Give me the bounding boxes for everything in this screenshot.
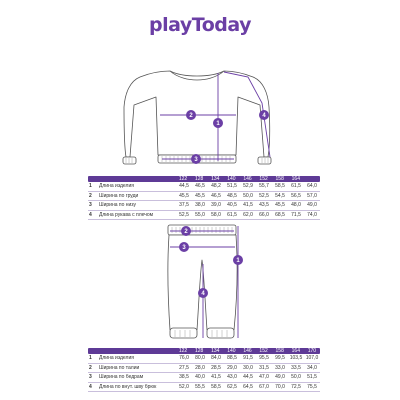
measure-label-2: 2: [189, 113, 193, 119]
table-row: 3 Ширина по бедрам 38,5 40,0 41,5 43,0 44,5 47,0 49,0 50,0 51,5: [88, 373, 320, 383]
measure-label-2: 2: [184, 229, 188, 235]
measure-label-3: 3: [194, 157, 198, 163]
measure-label-4: 4: [262, 113, 266, 119]
pants-size-table: [88, 348, 320, 392]
sweatshirt-size-header: 122 128 134 140 146 152 158 164: [88, 176, 320, 182]
brand-logo: playToday: [149, 14, 251, 36]
pants-diagram: [0, 220, 400, 346]
table-row: 4 Длина рукава с плечом 52,5 55,0 58,0 61,5 62,0 66,0 68,5 71,5 74,0: [88, 211, 320, 221]
table-row: 1 Длина изделия 44,5 46,5 48,2 51,5 52,9 55,7 58,5 61,5 64,0: [88, 182, 320, 192]
table-row: 2 Ширина по груди 45,5 45,5 46,5 48,5 50,0 52,5 54,5 56,5 57,0: [88, 192, 320, 202]
table-row: 3 Ширина по низу 37,5 38,0 39,0 40,5 41,5 43,5 45,5 48,0 49,0: [88, 201, 320, 211]
sweatshirt-diagram: [0, 45, 400, 173]
measure-label-1: 1: [236, 258, 240, 264]
table-row: 4 Длина по внут. шву брюк 52,0 55,5 58,5 62,5 64,5 67,0 70,0 72,5 75,5: [88, 383, 320, 393]
sweatshirt-size-table: [88, 176, 320, 220]
table-row: 2 Ширина по талии 27,5 28,0 28,5 29,0 30,0 31,5 33,0 33,5 34,0: [88, 364, 320, 374]
pants-size-header: 122 128 134 140 146 152 158 164 170: [88, 348, 320, 354]
measure-label-3: 3: [182, 245, 186, 251]
measure-label-4: 4: [201, 291, 205, 297]
table-row: 1 Длина изделия 76,0 80,0 84,0 88,5 91,5 95,5 99,5 103,5 107,0: [88, 354, 320, 364]
measure-label-1: 1: [216, 121, 220, 127]
